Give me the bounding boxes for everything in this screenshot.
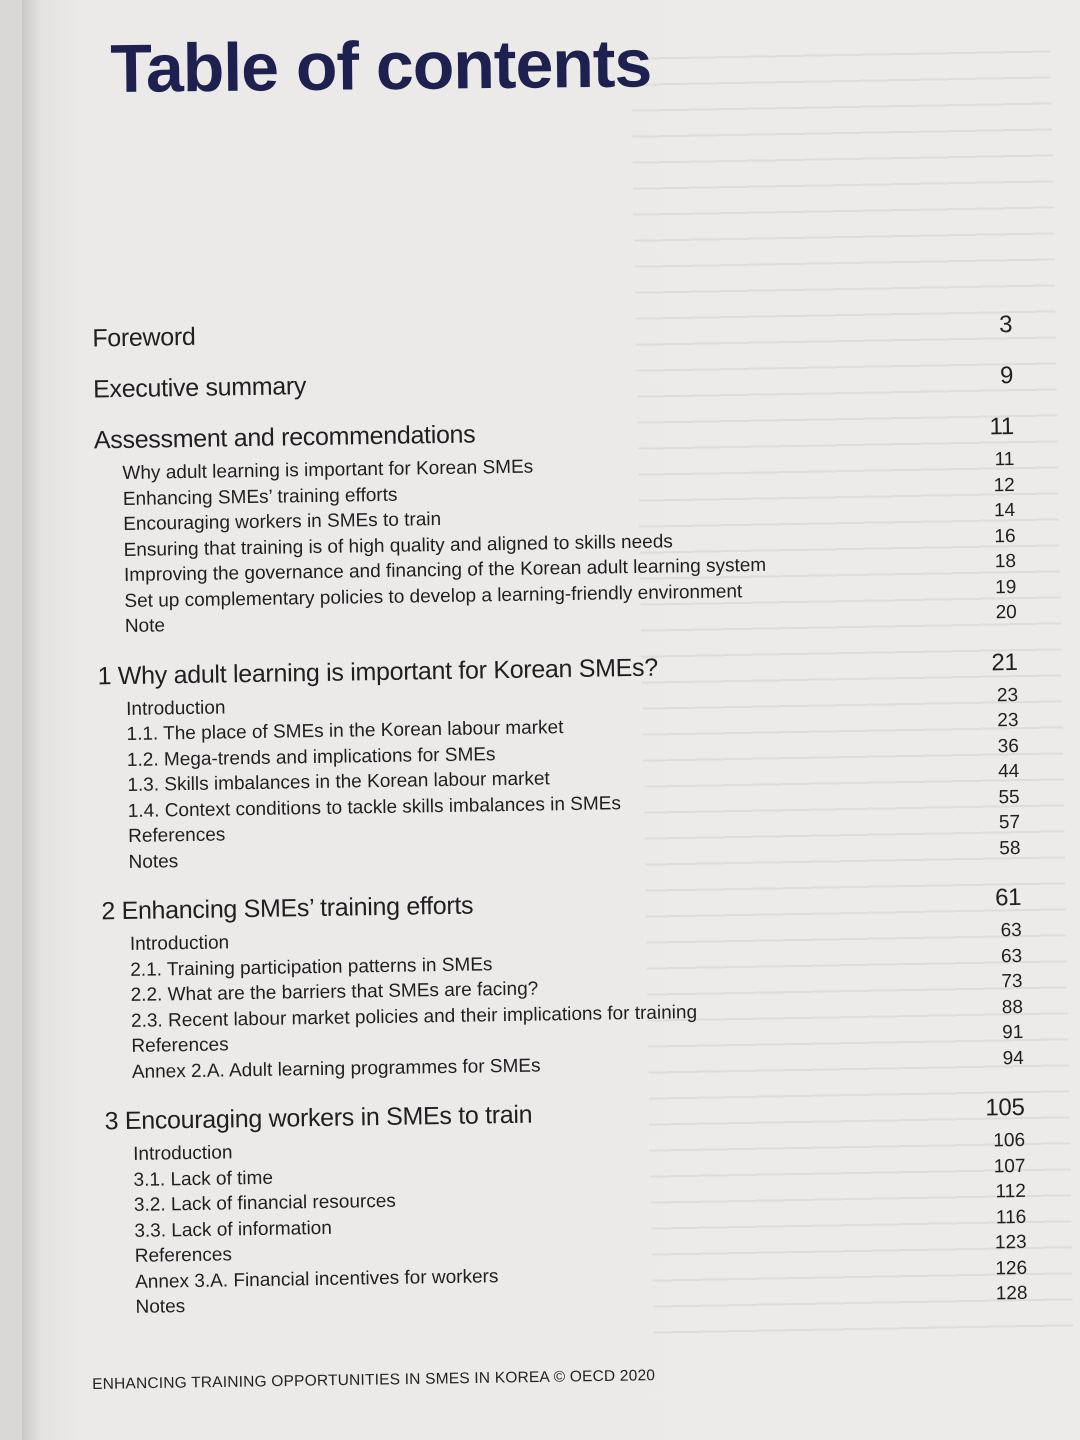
toc-chapter-entry[interactable] <box>93 361 1013 404</box>
toc-entry-page-number: 16 <box>994 525 1016 547</box>
toc-entry-label: Notes <box>128 850 179 873</box>
toc-entry-label: Introduction <box>129 932 230 955</box>
toc-entry-label: 1.1. The place of SMEs in the Korean labour market <box>126 717 564 745</box>
toc-entry-page-number: 73 <box>1001 970 1023 993</box>
toc-entry-page-number: 44 <box>997 760 1020 783</box>
toc-entry-page-number: 106 <box>993 1129 1026 1152</box>
toc-entry-label: 2.3. Recent labour market policies and their implications for training <box>130 1001 698 1032</box>
toc-entry-label: 1.3. Skills imbalances in the Korean labour market <box>127 768 550 796</box>
toc-entry-page-number: 19 <box>995 576 1017 598</box>
toc-entry-label: Foreword <box>92 322 196 353</box>
toc-entry-page-number: 3 <box>998 310 1013 339</box>
toc-entry-page-number: 57 <box>998 811 1021 834</box>
page-title: Table of contents <box>110 25 652 107</box>
toc-entry-page-number: 91 <box>1002 1021 1024 1044</box>
toc-entry-label: Introduction <box>132 1142 233 1165</box>
document-page <box>22 0 1080 1440</box>
toc-entry-page-number: 126 <box>995 1257 1028 1279</box>
toc-entry-page-number: 112 <box>995 1180 1027 1203</box>
toc-entry-label: Set up complementary policies to develop a learning-friendly environment <box>124 580 743 612</box>
toc-entry-page-number: 58 <box>999 837 1021 859</box>
toc-entry-label: Ensuring that training is of high quality and aligned to skills needs <box>123 530 673 561</box>
toc-entry-label: Enhancing SMEs’ training efforts <box>122 484 398 510</box>
toc-entry-label: 1 Why adult learning is important for Korean SMEs? <box>97 653 659 690</box>
toc-entry-label: References <box>131 1034 229 1057</box>
toc-entry-label: 3.1. Lack of time <box>133 1167 274 1191</box>
toc-entry-label: Executive summary <box>92 372 307 404</box>
toc-entry-page-number: 21 <box>991 648 1018 676</box>
page-footer: ENHANCING TRAINING OPPORTUNITIES IN SMES IN KOREA © OECD 2020 <box>92 1367 656 1393</box>
toc-entry-label: References <box>127 824 226 847</box>
toc-entry-label: Annex 2.A. Adult learning programmes for SMEs <box>131 1055 541 1083</box>
toc-entry-page-number: 88 <box>1001 996 1024 1018</box>
toc-entry-label: Notes <box>135 1296 186 1318</box>
toc-entry-label: 3.3. Lack of information <box>134 1217 332 1242</box>
toc-entry-page-number: 12 <box>993 474 1015 496</box>
toc-entry-label: References <box>134 1244 233 1267</box>
toc-entry-label: Annex 3.A. Financial incentives for workers <box>134 1265 499 1293</box>
toc-entry-page-number: 107 <box>993 1155 1026 1177</box>
toc-entry-label: 1.2. Mega-trends and implications for SMEs <box>126 743 496 771</box>
toc-entry-page-number: 123 <box>994 1231 1027 1254</box>
toc-entry-page-number: 36 <box>997 735 1020 757</box>
toc-entry-page-number: 63 <box>1000 945 1023 967</box>
toc-entry-label: Note <box>124 615 166 637</box>
toc-entry-page-number: 11 <box>989 412 1015 441</box>
toc-entry-page-number: 23 <box>997 709 1019 732</box>
toc-entry-label: Improving the governance and financing of the Korean adult learning system <box>123 554 767 586</box>
toc-entry-label: 3 Encouraging workers in SMEs to train <box>104 1100 533 1136</box>
toc-entry-label: 2 Enhancing SMEs’ training efforts <box>101 891 474 926</box>
toc-entry-label: 3.2. Lack of financial resources <box>133 1190 397 1216</box>
toc-entry-page-number: 55 <box>998 786 1020 808</box>
toc-entry-label: 2.2. What are the barriers that SMEs are facing? <box>130 978 539 1006</box>
toc-entry-label: Introduction <box>125 696 226 720</box>
toc-entry-page-number: 94 <box>1002 1047 1024 1069</box>
toc-entry-page-number: 14 <box>993 499 1016 522</box>
toc-entry-page-number: 105 <box>985 1093 1025 1122</box>
toc-entry-label: Encouraging workers in SMEs to train <box>123 508 442 535</box>
toc-entry-page-number: 61 <box>994 883 1022 912</box>
toc-entry-page-number: 23 <box>996 684 1019 706</box>
toc-entry-page-number: 9 <box>999 361 1014 390</box>
toc-entry-label: Assessment and recommendations <box>93 420 476 455</box>
toc-entry-page-number: 18 <box>994 550 1017 573</box>
toc-entry-page-number: 11 <box>994 448 1015 471</box>
toc-entry-label: 2.1. Training participation patterns in SMEs <box>130 953 493 981</box>
toc-chapter-entry[interactable] <box>92 310 1012 353</box>
toc-entry-page-number: 20 <box>995 601 1017 624</box>
toc-entry-page-number: 116 <box>995 1206 1027 1228</box>
toc-entry-page-number: 63 <box>1000 919 1022 942</box>
toc-entry-label: 1.4. Context conditions to tackle skills imbalances in SMEs <box>127 792 622 822</box>
table-of-contents <box>92 310 1028 1321</box>
toc-entry-label: Why adult learning is important for Korean SMEs <box>122 456 534 484</box>
toc-entry-page-number: 128 <box>995 1282 1028 1305</box>
